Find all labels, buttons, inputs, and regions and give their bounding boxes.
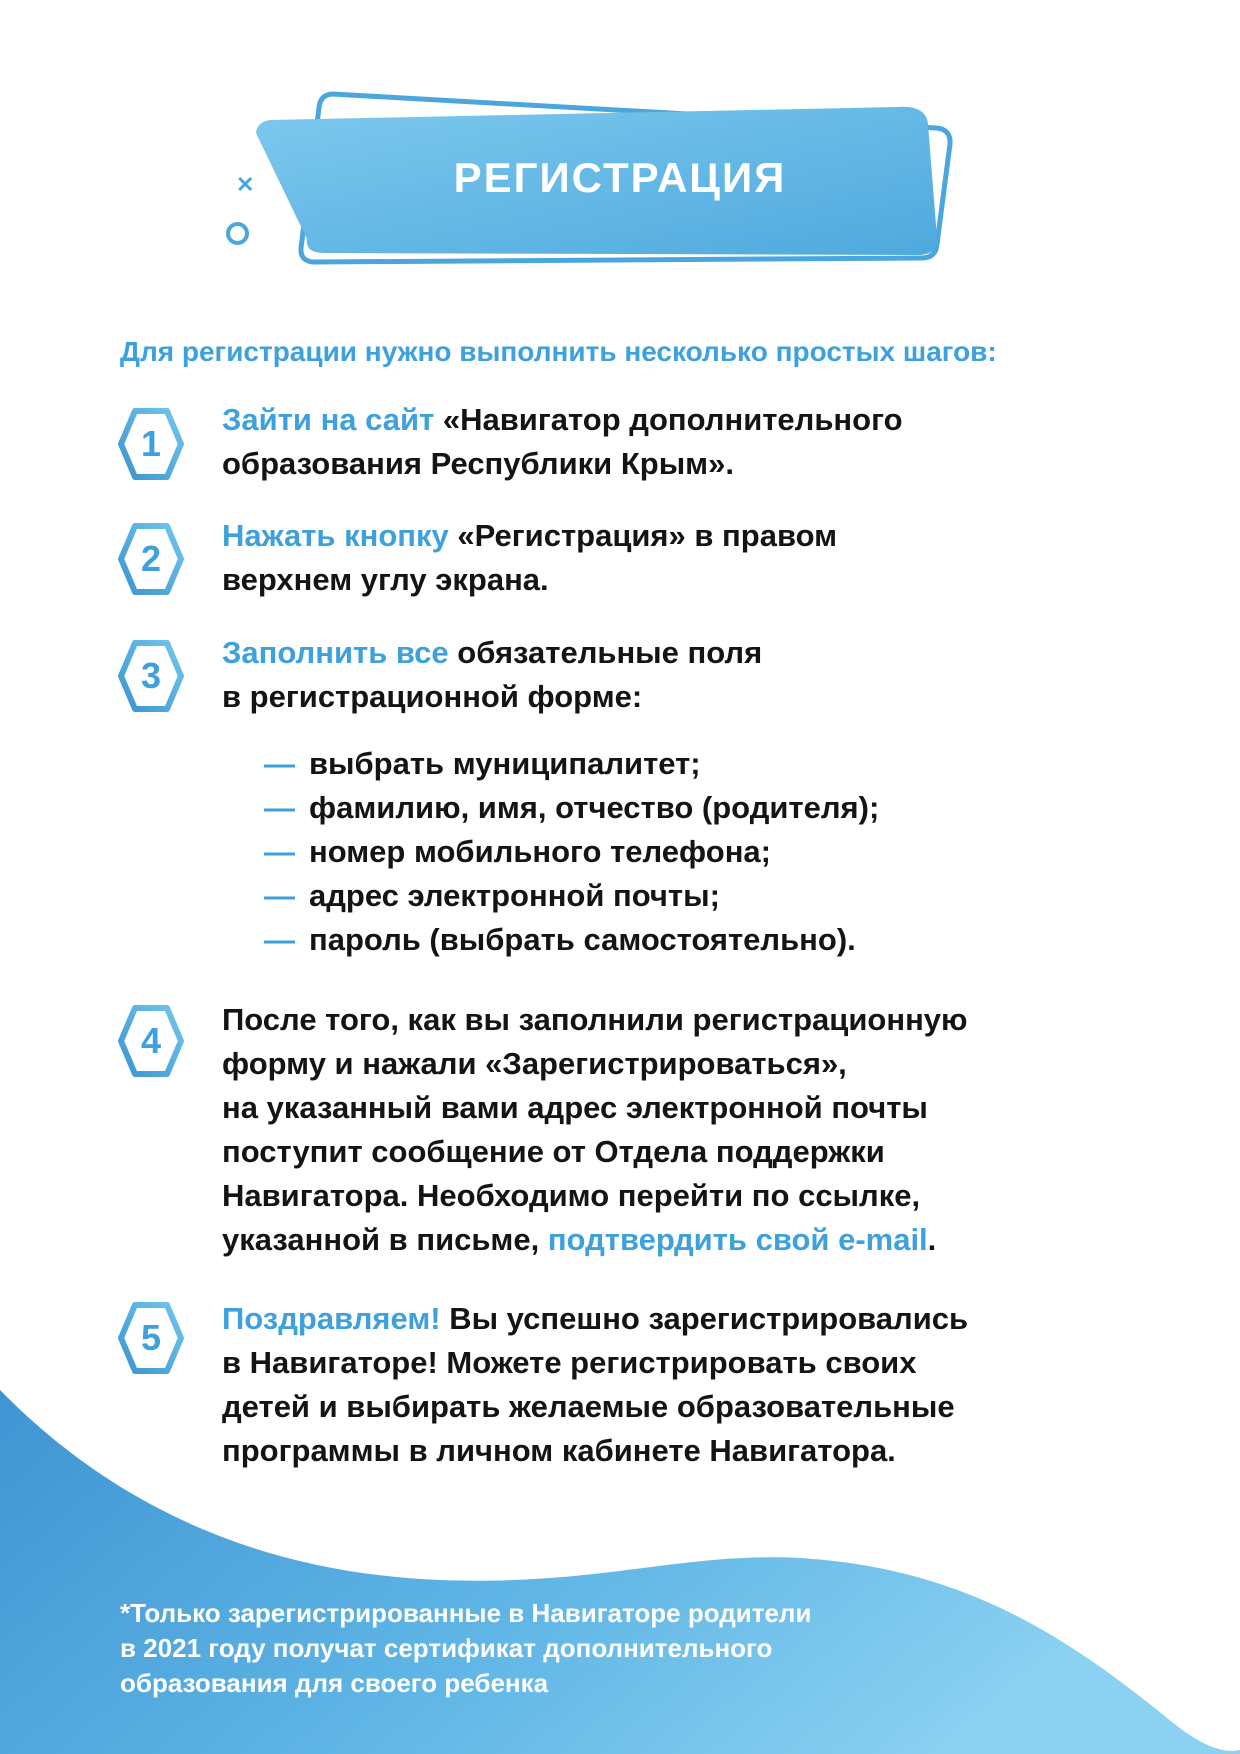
text-segment: образования Республики Крым». bbox=[222, 446, 734, 481]
text-segment: Вы успешно зарегистрировались bbox=[449, 1301, 969, 1336]
text-segment: программы в личном кабинете Навигатора. bbox=[222, 1433, 896, 1468]
step-badge bbox=[118, 406, 184, 486]
text-segment: в регистрационной форме: bbox=[222, 679, 643, 714]
dash-icon: — bbox=[264, 834, 295, 869]
text-segment: детей и выбирать желаемые образовательные bbox=[222, 1389, 955, 1424]
step-text-line bbox=[222, 1218, 968, 1262]
text-segment: Поздравляем! bbox=[222, 1301, 450, 1336]
text-segment: «Регистрация» в правом bbox=[457, 518, 838, 553]
dash-icon: — bbox=[264, 790, 295, 825]
text-segment: Навигатора. Необходимо перейти по ссылке, bbox=[222, 1178, 921, 1213]
bullet-item bbox=[264, 742, 879, 786]
step-text bbox=[222, 514, 837, 602]
step-text-line bbox=[222, 1130, 968, 1174]
step-text-line bbox=[222, 1042, 968, 1086]
footnote bbox=[120, 1596, 811, 1701]
step-text-line bbox=[222, 675, 762, 719]
text-segment: Заполнить все bbox=[222, 635, 458, 670]
text-segment: . bbox=[927, 1222, 937, 1257]
step-text bbox=[222, 998, 968, 1262]
bullet-item bbox=[264, 874, 879, 918]
step-badge bbox=[118, 638, 184, 718]
bullet-item bbox=[264, 830, 879, 874]
step-text-line bbox=[222, 1174, 968, 1218]
text-segment: форму и нажали «Зарегистрироваться», bbox=[222, 1046, 847, 1081]
step-text-line bbox=[222, 398, 903, 442]
step-number: 4 bbox=[140, 1020, 162, 1061]
step-text-line bbox=[222, 998, 968, 1042]
step-number: 1 bbox=[140, 423, 162, 464]
banner-title: РЕГИСТРАЦИЯ bbox=[453, 154, 787, 201]
step-text-line bbox=[222, 1297, 968, 1341]
footnote-line: в 2021 году получат сертификат дополнительного bbox=[120, 1633, 773, 1663]
text-segment: поступит сообщение от Отдела поддержки bbox=[222, 1134, 885, 1169]
bullet-text: пароль (выбрать самостоятельно). bbox=[309, 922, 856, 957]
bullet-text: фамилию, имя, отчество (родителя); bbox=[309, 790, 880, 825]
step-text-line bbox=[222, 1086, 968, 1130]
bullet-text: номер мобильного телефона; bbox=[309, 834, 771, 869]
intro-heading: Для регистрации нужно выполнить несколько простых шагов: bbox=[120, 336, 997, 367]
bullet-text: адрес электронной почты; bbox=[309, 878, 720, 913]
step-number: 3 bbox=[140, 655, 162, 696]
text-segment: верхнем углу экрана. bbox=[222, 562, 549, 597]
text-segment: «Навигатор дополнительного bbox=[442, 402, 903, 437]
bullet-item bbox=[264, 786, 879, 830]
circle-icon bbox=[226, 222, 249, 245]
banner bbox=[220, 58, 980, 288]
bullet-item bbox=[264, 918, 879, 962]
text-segment: указанной в письме, bbox=[222, 1222, 548, 1257]
footnote-line: образования для своего ребенка bbox=[120, 1668, 549, 1698]
text-segment: подтвердить свой e-mail bbox=[547, 1222, 928, 1257]
dash-icon: — bbox=[264, 878, 295, 913]
footnote-line: *Только зарегистрированные в Навигаторе родители bbox=[120, 1598, 812, 1628]
step-number: 5 bbox=[140, 1317, 162, 1358]
step-text-line bbox=[222, 514, 837, 558]
text-segment: в Навигаторе! Можете регистрировать своих bbox=[222, 1345, 917, 1380]
step-text-line bbox=[222, 558, 837, 602]
step-badge bbox=[118, 1003, 184, 1083]
text-segment: Нажать кнопку bbox=[222, 518, 458, 553]
bullet-text: выбрать муниципалитет; bbox=[309, 746, 701, 781]
dash-icon: — bbox=[264, 922, 295, 957]
text-segment: Зайти на сайт bbox=[222, 402, 443, 437]
step-text-line bbox=[222, 442, 903, 486]
text-segment: обязательные поля bbox=[457, 635, 763, 670]
step-text bbox=[222, 398, 903, 486]
dash-icon: — bbox=[264, 746, 295, 781]
step-number: 2 bbox=[140, 538, 162, 579]
x-mark-icon: ✕ bbox=[236, 172, 255, 197]
bullet-list bbox=[264, 742, 879, 962]
text-segment: на указанный вами адрес электронной почты bbox=[222, 1090, 928, 1125]
step-text-line bbox=[222, 631, 762, 675]
step-text bbox=[222, 631, 762, 719]
step-badge bbox=[118, 521, 184, 601]
text-segment: После того, как вы заполнили регистрационную bbox=[222, 1002, 968, 1037]
